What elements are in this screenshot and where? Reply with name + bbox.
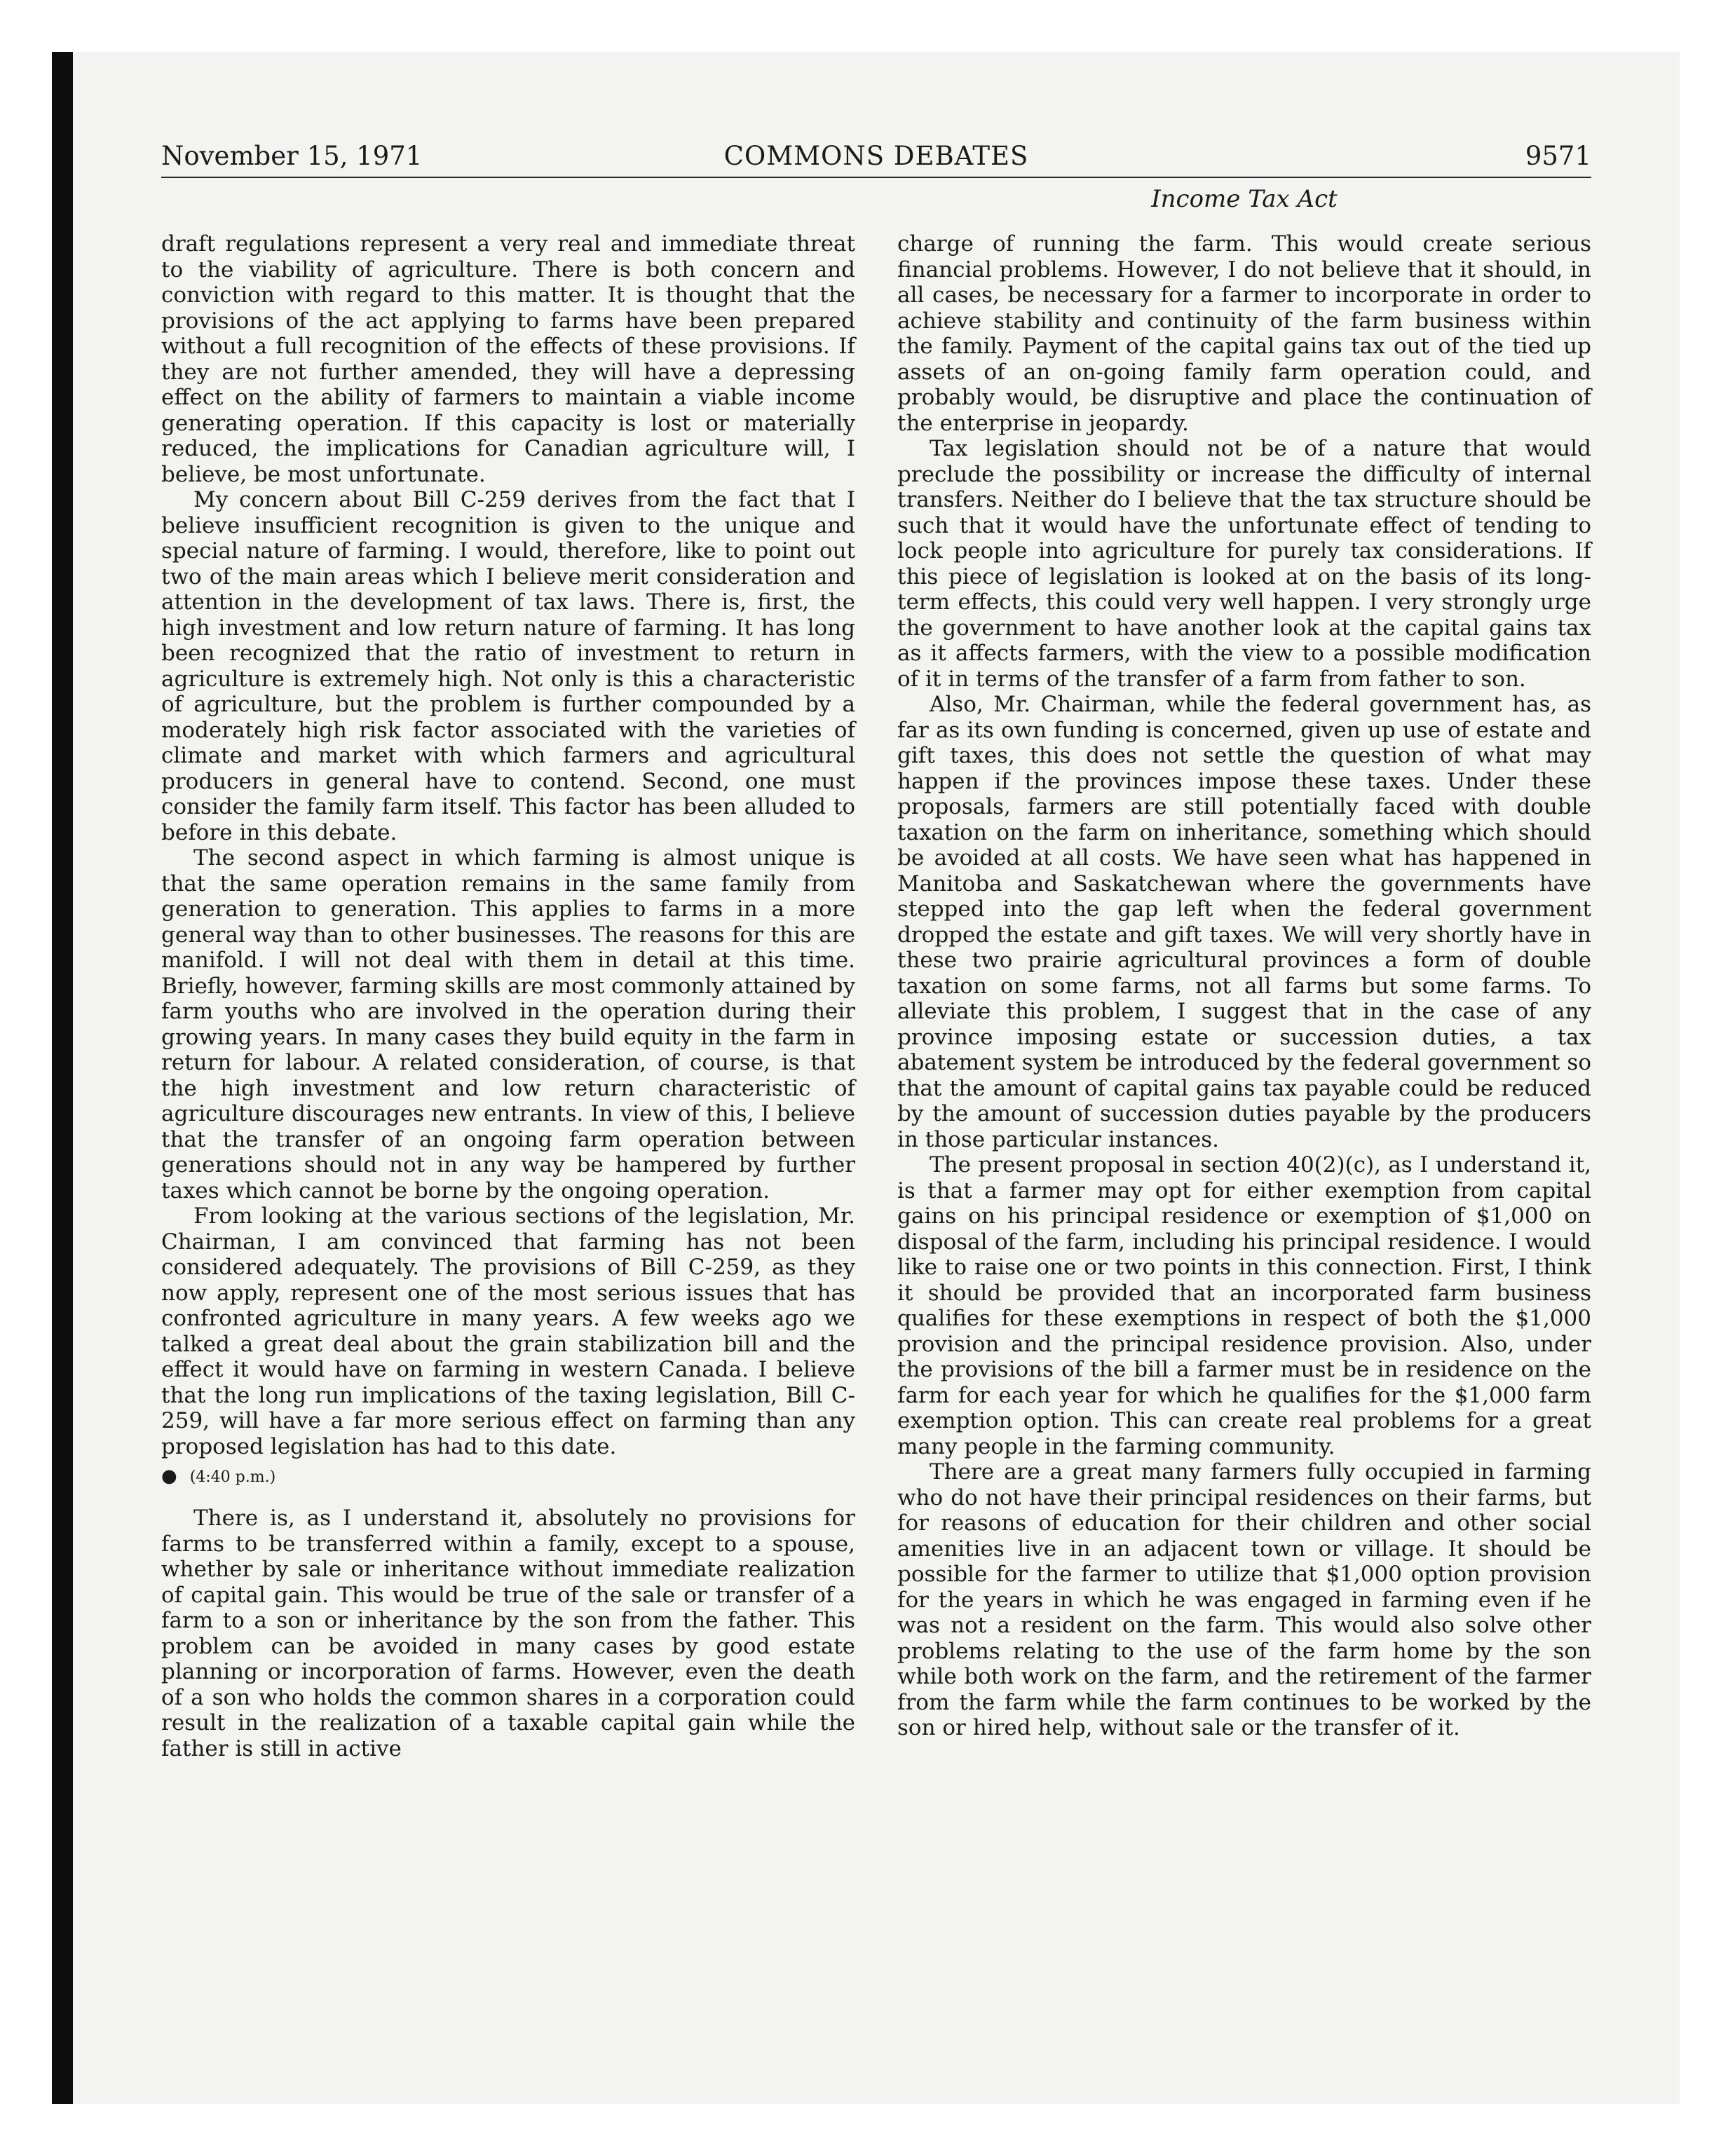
- section-subheading: Income Tax Act: [1151, 185, 1338, 213]
- paragraph: There are a great many farmers fully occupied in farming who do not have their principal residences on their farms, but for reasons of education for their children and other social amenities live in an adjacent town or village. It should be possible for the farmer to utilize that $1,000 option provision for the years in which he was engaged in farming even if he was not a resident on the farm. This would also solve other problems relating to the use of the farm home by the son while both work on the farm, and the retirement of the farmer from the farm while the farm continues to be worked by the son or hired help, without sale or the transfer of it.: [897, 1459, 1591, 1740]
- header-date: November 15, 1971: [161, 141, 423, 171]
- paragraph: Also, Mr. Chairman, while the federal government has, as far as its own funding is concerned, given up use of estate and gift taxes, this does not settle the question of what may happen if the provinces impose these taxes. Under these proposals, farmers are still potentially faced with double taxation on the farm on inheritance, something which should be avoided at all costs. We have seen what has happened in Manitoba and Saskatchewan where the governments have stepped into the gap left when the federal government dropped the estate and gift taxes. We will very shortly have in these two prairie agricultural provinces a form of double taxation on some farms, not all farms but some farms. To alleviate this problem, I suggest that in the case of any province imposing estate or succession duties, a tax abatement system be introduced by the federal government so that the amount of capital gains tax payable could be reduced by the amount of succession duties payable by the producers in those particular instances.: [897, 692, 1591, 1152]
- paragraph: My concern about Bill C-259 derives from the fact that I believe insufficient recognition is given to the unique and special nature of farming. I would, therefore, like to point out two of the main areas which I believe merit consideration and attention in the development of tax laws. There is, first, the high investment and low return nature of farming. It has long been recognized that the ratio of investment to return in agriculture is extremely high. Not only is this a characteristic of agriculture, but the problem is further compounded by a moderately high risk factor associated with the varieties of climate and market with which farmers and agricultural producers in general have to contend. Second, one must consider the family farm itself. This factor has been alluded to before in this debate.: [161, 487, 855, 845]
- paragraph: Tax legislation should not be of a nature that would preclude the possibility or increase the difficulty of internal transfers. Neither do I believe that the tax structure should be such that it would have the unfortunate effect of tending to lock people into agriculture for purely tax considerations. If this piece of legislation is looked at on the basis of its long-term effects, this could very well happen. I very strongly urge the government to have another look at the capital gains tax as it affects farmers, with the view to a possible modification of it in terms of the transfer of a farm from father to son.: [897, 436, 1591, 692]
- time-marker-text: (4:40 p.m.): [189, 1468, 276, 1486]
- paragraph: The second aspect in which farming is almost unique is that the same operation remains in the same family from generation to generation. This applies to farms in a more general way than to other businesses. The reasons for this are manifold. I will not deal with them in detail at this time. Briefly, however, farming skills are most commonly attained by farm youths who are involved in the operation during their growing years. In many cases they build equity in the farm in return for labour. A related consideration, of course, is that the high investment and low return characteristic of agriculture discourages new entrants. In view of this, I believe that the transfer of an ongoing farm operation between generations should not in any way be hampered by further taxes which cannot be borne by the ongoing operation.: [161, 845, 855, 1203]
- right-column: [897, 231, 1591, 1741]
- header-page-number: 9571: [1525, 141, 1591, 171]
- paragraph: From looking at the various sections of the legislation, Mr. Chairman, I am convinced that farming has not been considered adequately. The provisions of Bill C-259, as they now apply, represent one of the most serious issues that has confronted agriculture in many years. A few weeks ago we talked a great deal about the grain stabilization bill and the effect it would have on farming in western Canada. I believe that the long run implications of the taxing legislation, Bill C-259, will have a far more serious effect on farming than any proposed legislation has had to this date.: [161, 1203, 855, 1459]
- page-header: [161, 140, 1591, 178]
- paragraph: charge of running the farm. This would create serious financial problems. However, I do not believe that it should, in all cases, be necessary for a farmer to incorporate in order to achieve stability and continuity of the farm business within the family. Payment of the capital gains tax out of the tied up assets of an on-going family farm operation could, and probably would, be disruptive and place the continuation of the enterprise in jeopardy.: [897, 231, 1591, 436]
- scan-edge-bar: [52, 52, 73, 2104]
- paragraph: There is, as I understand it, absolutely no provisions for farms to be transferred within a family, except to a spouse, whether by sale or inheritance without immediate realization of capital gain. This would be true of the sale or transfer of a farm to a son or inheritance by the son from the father. This problem can be avoided in many cases by good estate planning or incorporation of farms. However, even the death of a son who holds the common shares in a corporation could result in the realization of a taxable capital gain while the father is still in active: [161, 1506, 855, 1761]
- header-title: COMMONS DEBATES: [723, 141, 1029, 171]
- time-marker: [161, 1464, 855, 1490]
- paragraph: The present proposal in section 40(2)(c), as I understand it, is that a farmer may opt for either exemption from capital gains on his principal residence or exemption of $1,000 on disposal of the farm, including his principal residence. I would like to raise one or two points in this connection. First, I think it should be provided that an incorporated farm business qualifies for these exemptions in respect of both the $1,000 provision and the principal residence provision. Also, under the provisions of the bill a farmer must be in residence on the farm for each year for which he qualifies for the $1,000 farm exemption option. This can create real problems for a great many people in the farming community.: [897, 1152, 1591, 1459]
- left-column: [161, 231, 855, 1761]
- bullet-icon: ●: [161, 1466, 177, 1487]
- paragraph: draft regulations represent a very real and immediate threat to the viability of agriculture. There is both concern and conviction with regard to this matter. It is thought that the provisions of the act applying to farms have been prepared without a full recognition of the effects of these provisions. If they are not further amended, they will have a depressing effect on the ability of farmers to maintain a viable income generating operation. If this capacity is lost or materially reduced, the implications for Canadian agriculture will, I believe, be most unfortunate.: [161, 231, 855, 487]
